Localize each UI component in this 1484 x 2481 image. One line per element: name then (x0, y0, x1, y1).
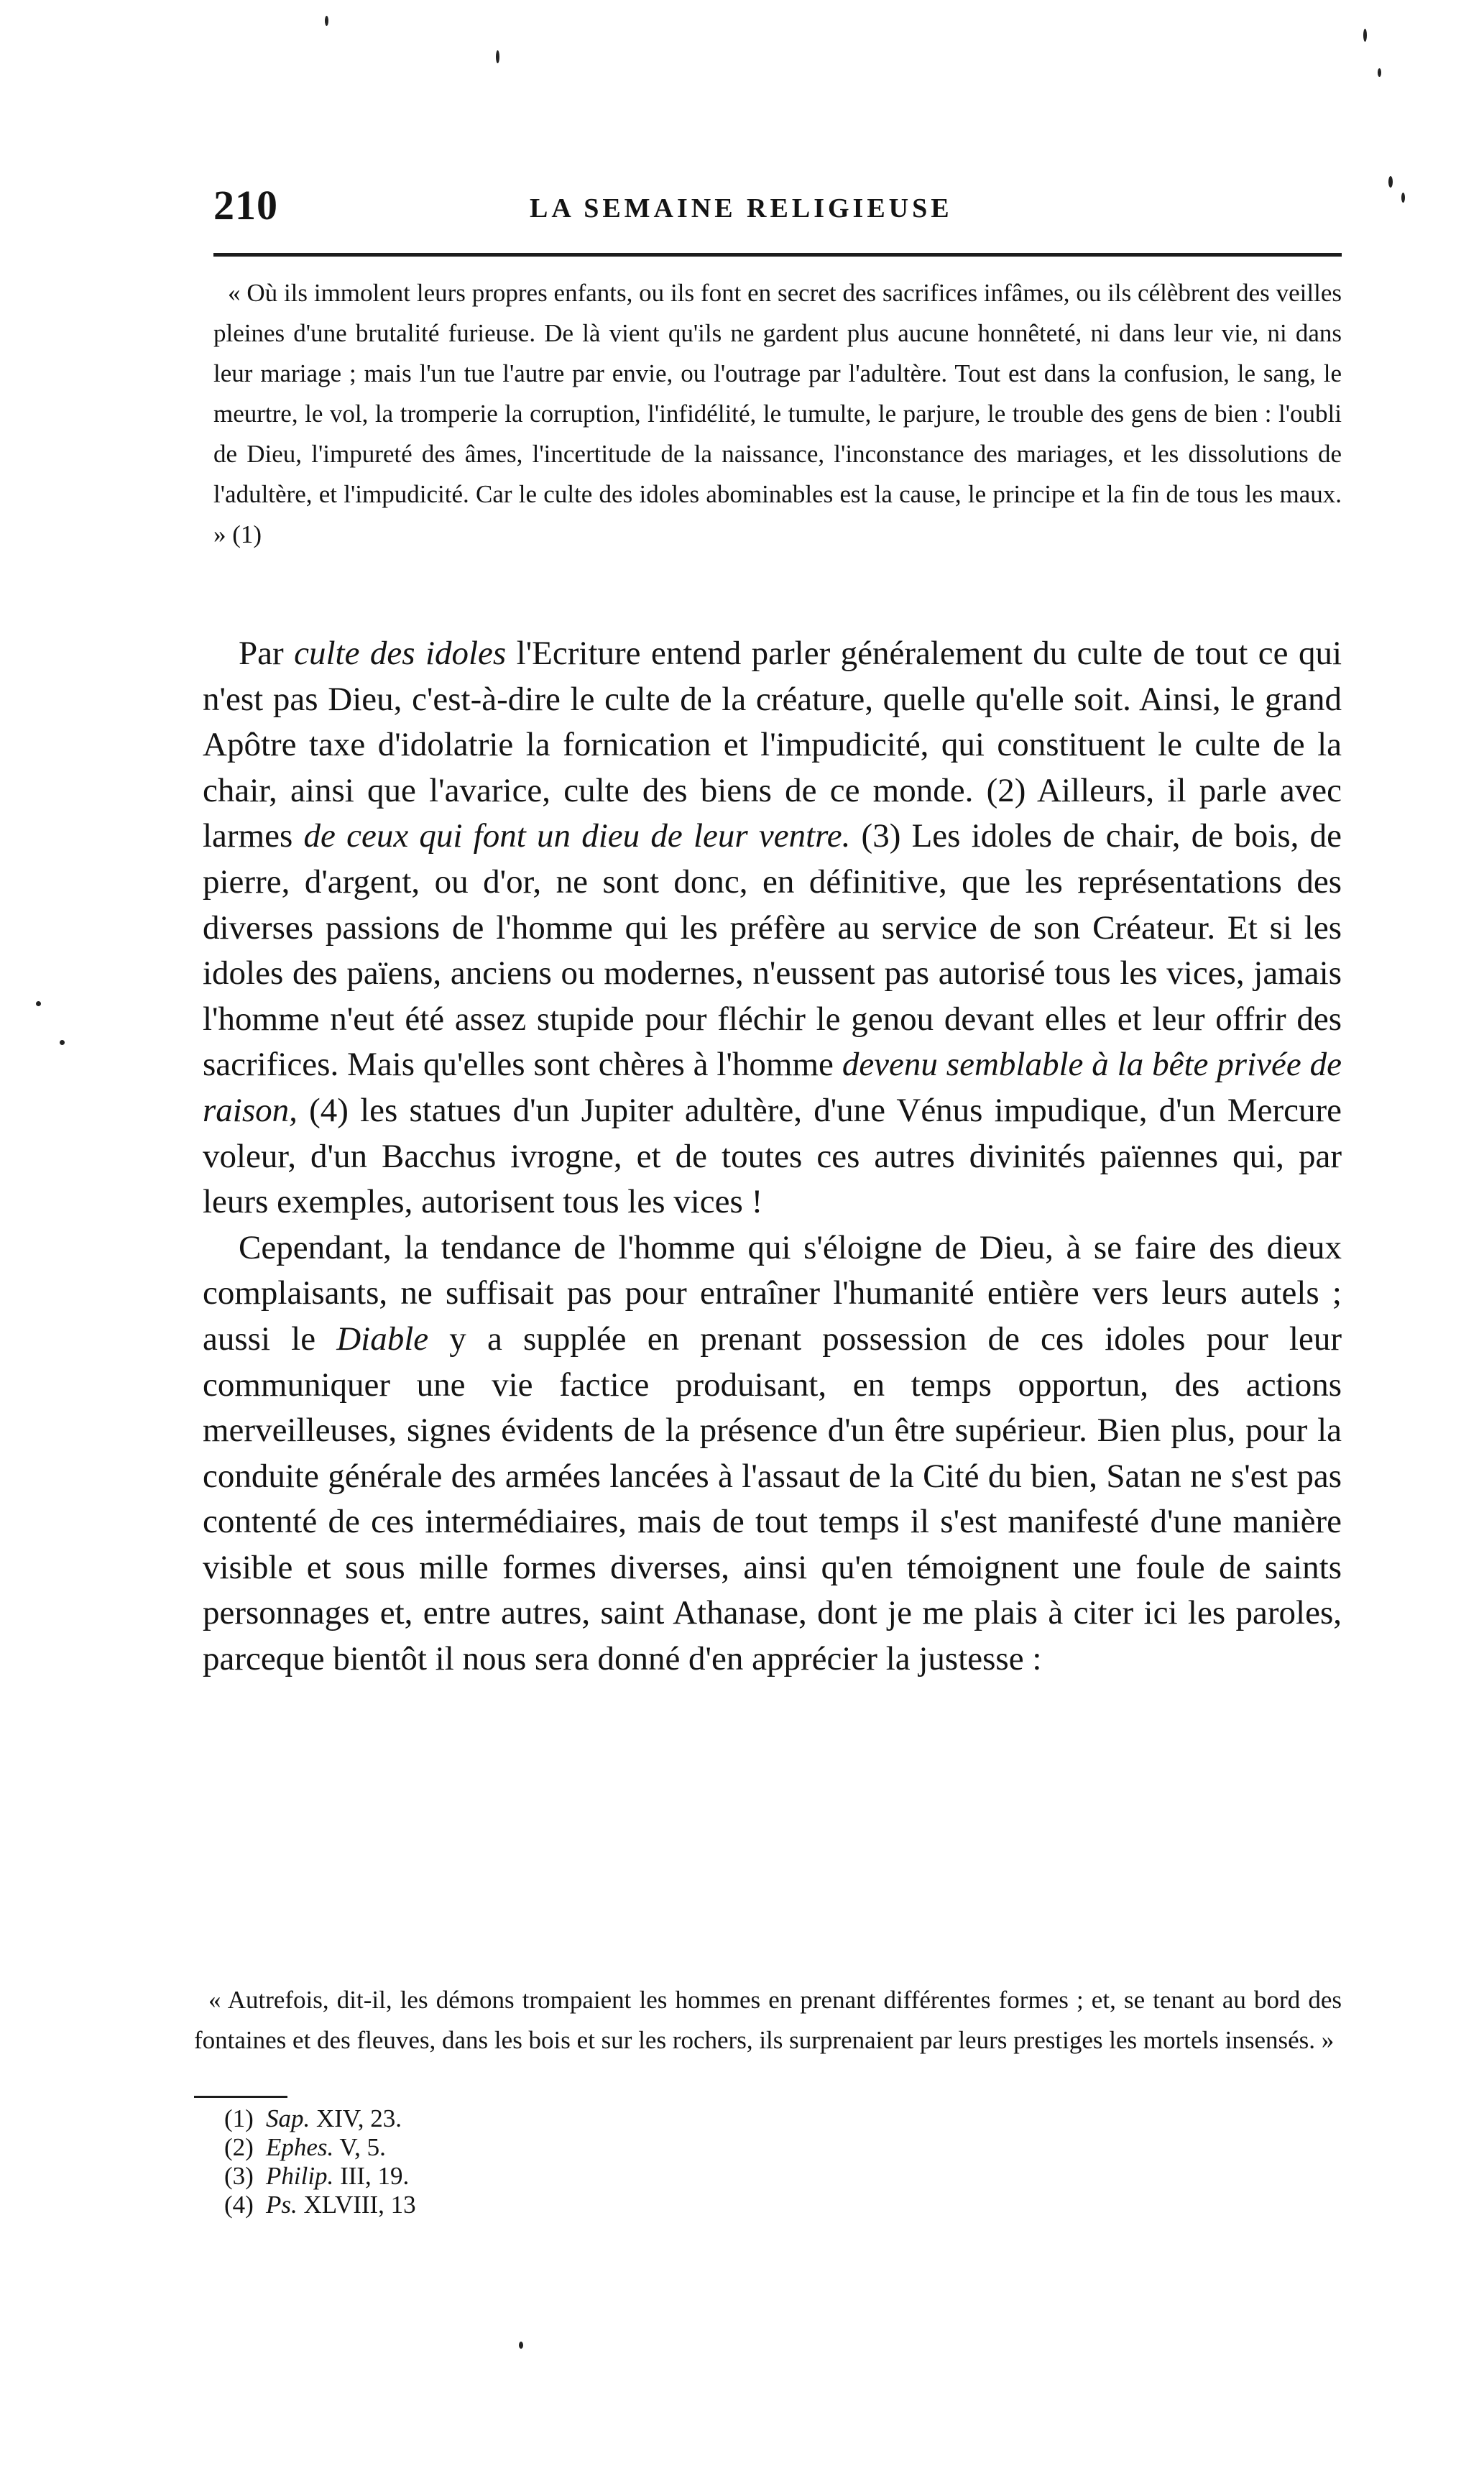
paragraph-2-part-a: Cependant, la tendance de l'homme qui s'éloigne de Dieu, à se faire des dieux complaisants, ne suffisait pas pour entraîner l'humanité entière vers leurs autels ; aussi le (203, 1228, 1342, 1358)
speck (1378, 68, 1381, 77)
speck (1401, 193, 1405, 203)
quotation-bottom (194, 1980, 1342, 2061)
footnote-number: (3) (224, 2162, 254, 2190)
footnote-reference: III, 19. (340, 2162, 410, 2190)
footnote-source: Ps. (266, 2191, 298, 2219)
footnote-2 (224, 2133, 416, 2162)
quotation-bottom-text: « Autrefois, dit-il, les démons trompaient les hommes en prenant différentes formes ; et, se tenant au bord des fontaines et des fleuves, dans les bois et sur les rochers, ils surprenaient par leurs prestiges les mortels insensés. » (194, 1986, 1342, 2054)
speck (325, 16, 328, 26)
main-text (203, 631, 1342, 1683)
quotation-top-text: « Où ils immolent leurs propres enfants, ou ils font en secret des sacrifices infâmes, ou ils célèbrent des veilles pleines d'une brutalité furieuse. De là vient qu'ils ne gardent plus aucune honnêteté, ni dans leur vie, ni dans leur mariage ; mais l'un tue l'autre par envie, ou l'outrage par l'adultère. Tout est dans la confusion, le sang, le meurtre, le vol, la tromperie la corruption, l'infidélité, le tumulte, le parjure, le trouble des gens de bien : l'oubli de Dieu, l'impureté des âmes, l'incertitude de la naissance, l'inconstance des mariages, et les dissolutions de l'adultère, et l'impudicité. Car le culte des idoles abominables est la cause, le principe et la fin de tous les maux. » (1) (213, 279, 1342, 548)
footnote-source: Sap. (266, 2104, 310, 2132)
footnote-reference: XLVIII, 13 (303, 2191, 416, 2219)
footnotes (224, 2104, 416, 2219)
paragraph-1-part-a: Par (239, 635, 295, 672)
footnote-number: (1) (224, 2104, 254, 2132)
paragraph-1-part-b: l'Ecriture entend parler généralement du culte de tout ce qui n'est pas Dieu, c'est-à-dire le culte de la créature, quelle qu'elle soit. Ainsi, le grand Apôtre taxe d'idolatrie la fornication et l'impudicité, qui constituent le culte de la chair, ainsi que l'avarice, culte des biens de ce monde. (2) Ailleurs, il parle avec larmes (203, 635, 1342, 855)
paragraph-2-part-b: y a supplée en prenant possession de ces idoles pour leur communiquer une vie factice produisant, en temps opportun, des actions merveilleuses, signes évidents de la présence d'un être supérieur. Bien plus, pour la conduite générale des armées lancées à l'assaut de la Cité du bien, Satan ne s'est pas contenté de ces intermédiaires, mais de tout temps il s'est manifesté d'une manière visible et sous mille formes diverses, ainsi qu'en témoignent une foule de saints personnages et, entre autres, saint Athanase, dont je me plais à citer ici les paroles, parceque bientôt il nous sera donné d'en apprécier la justesse : (203, 1320, 1342, 1678)
page-number: 210 (213, 182, 278, 229)
header-rule (213, 253, 1342, 257)
paragraph-1-part-d: (4) les statues d'un Jupiter adultère, d'une Vénus impudique, d'un Mercure voleur, d'un Bacchus ivrogne, et de toutes ces autres divinités païennes qui, par leurs exemples, autorisent tous les vices ! (203, 1091, 1342, 1221)
paragraph-1-italic-3: devenu semblable à la bête privée de raison, (203, 1046, 1342, 1129)
footnote-source: Philip. (266, 2162, 334, 2190)
footnote-rule (194, 2096, 287, 2098)
paragraph-1-italic-1: culte des idoles (294, 635, 507, 672)
running-title: LA SEMAINE RELIGIEUSE (530, 193, 953, 224)
paragraph-2-italic: Diable (336, 1320, 429, 1358)
speck (496, 50, 499, 63)
paragraph-2 (203, 1225, 1342, 1683)
speck (1363, 29, 1367, 42)
quotation-top (213, 273, 1342, 555)
footnote-source: Ephes. (266, 2133, 334, 2161)
footnote-1 (224, 2104, 416, 2133)
footnote-4 (224, 2191, 416, 2219)
speck (1388, 176, 1393, 188)
paragraph-1 (203, 631, 1342, 1225)
paragraph-1-italic-2: de ceux qui font un dieu de leur ventre. (303, 817, 851, 855)
footnote-reference: XIV, 23. (316, 2104, 402, 2132)
speck (60, 1040, 65, 1045)
speck (36, 1001, 41, 1006)
footnote-3 (224, 2162, 416, 2191)
footnote-number: (2) (224, 2133, 254, 2161)
speck (519, 2342, 523, 2349)
footnote-number: (4) (224, 2191, 254, 2219)
footnote-reference: V, 5. (339, 2133, 386, 2161)
paragraph-1-part-c: (3) Les idoles de chair, de bois, de pierre, d'argent, ou d'or, ne sont donc, en définitive, que les représentations des diverses passions de l'homme qui les préfère au service de son Créateur. Et si les idoles des païens, anciens ou modernes, n'eussent pas autorisé tous les vices, jamais l'homme n'eut été assez stupide pour fléchir le genou devant elles et leur offrir des sacrifices. Mais qu'elles sont chères à l'homme (203, 817, 1342, 1084)
page-header (213, 181, 1342, 239)
